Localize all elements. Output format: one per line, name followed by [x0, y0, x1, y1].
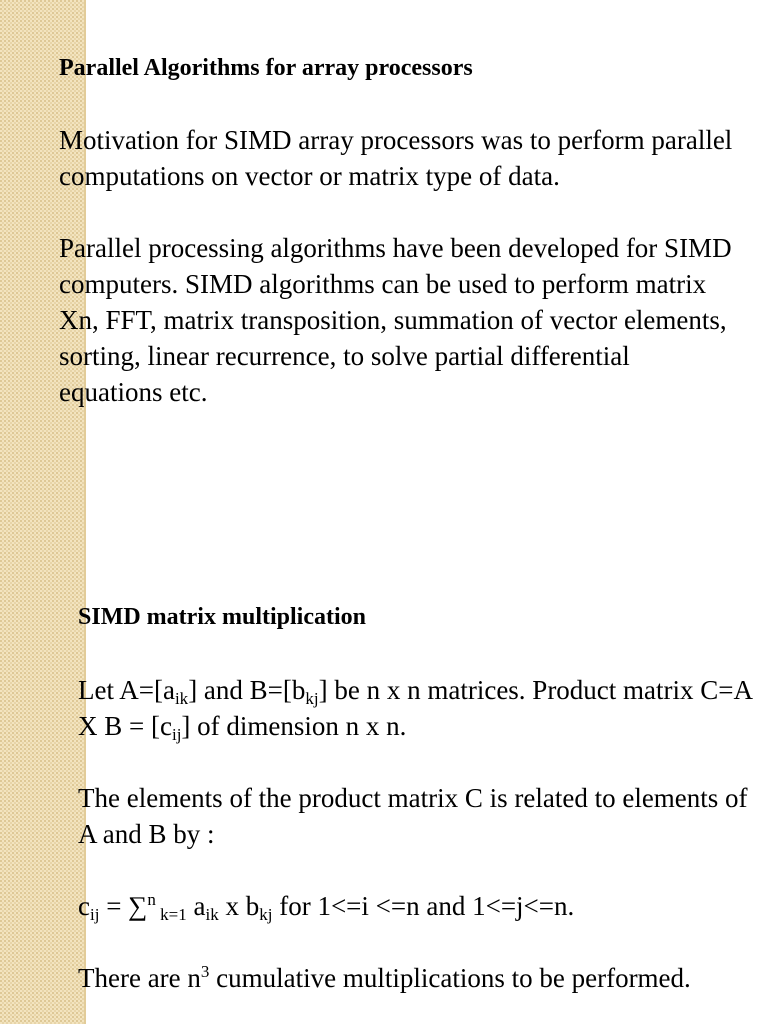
formula-product-element: $c_{ij} = \sum^n$ $_{k=1}$ $a_{ik}$ x $b_{kj}$ for 1<=i <=n and 1<=j<=n.	[78, 890, 575, 924]
section-title: SIMD matrix multiplication	[78, 604, 366, 630]
section-title: Parallel Algorithms for array processors	[59, 55, 473, 81]
paragraph-motivation: Motivation for SIMD array processors was to perform parallel computations on vector or matrix type of data.	[59, 125, 733, 191]
paragraph-algorithms: Parallel processing algorithms have been developed for SIMD computers. SIMD algorithms can be used to perform matrix Xn, FFT, matrix transposition, summation of vector elements, sorting, linear recurrence, to solve partial differential equations etc.	[59, 233, 732, 407]
section-simd-matrix-multiplication	[78, 602, 758, 996]
paragraph-matrix-definition: Let $A=[a_{ik}]$ and $B=[b_{kj}]$ be n x n matrices. Product matrix C=A X $B = [c_{ij}]$ of dimension n x n.	[78, 675, 752, 744]
section-parallel-algorithms	[59, 53, 739, 410]
paragraph-element-relation: The elements of the product matrix C is related to elements of A and B by :	[78, 783, 748, 849]
paragraph-multiplication-count: There are $n^3$ cumulative multiplications to be performed.	[78, 962, 691, 993]
